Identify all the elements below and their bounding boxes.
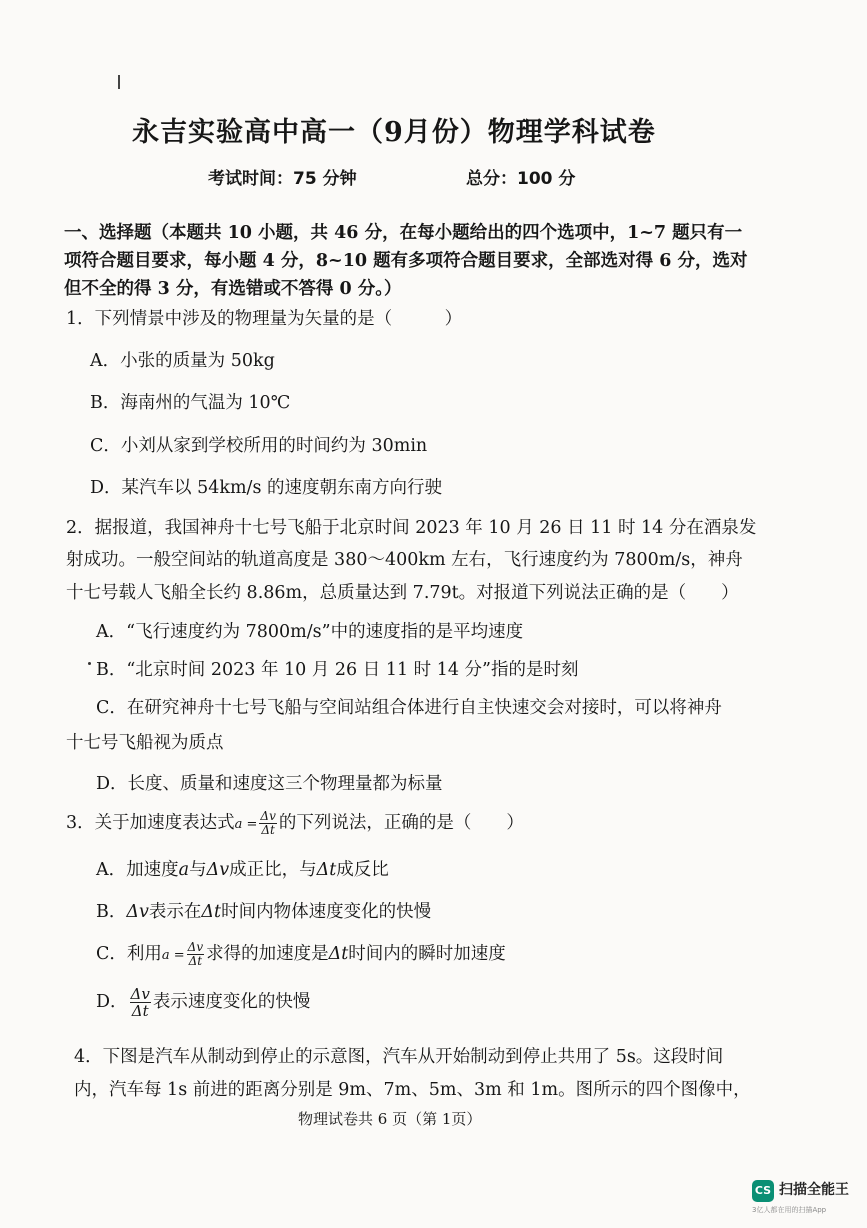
q2-stem-line-1: 2．据报道，我国神舟十七号飞船于北京时间 2023 年 10 月 26 日 11 时 14 分在酒泉发 bbox=[66, 518, 757, 538]
q3-option-c-post2: 时间内的瞬时加速度 bbox=[348, 944, 506, 964]
scan-mark bbox=[118, 75, 120, 89]
q2-option-c: C．在研究神舟十七号飞船与空间站组合体进行自主快速交会对接时，可以将神舟 bbox=[96, 698, 722, 718]
q3-option-c bbox=[96, 940, 506, 968]
q3-option-a-dv: Δv bbox=[206, 860, 230, 880]
q3-option-d-den: Δt bbox=[131, 1002, 149, 1020]
total-score: 总分：100 分 bbox=[466, 169, 576, 189]
q3-option-b bbox=[96, 898, 431, 923]
q3-option-b-dt: Δt bbox=[201, 902, 222, 922]
scanner-name: 扫描全能王 bbox=[779, 1182, 849, 1198]
q2-option-a: A．“飞行速度约为 7800m/s”中的速度指的是平均速度 bbox=[96, 622, 524, 642]
q2-stem-line-2: 射成功。一般空间站的轨道高度是 380～400km 左右，飞行速度约为 7800m/s，神舟 bbox=[66, 550, 743, 570]
q3-option-d bbox=[96, 986, 310, 1019]
q2-option-c-cont: 十七号飞船视为质点 bbox=[66, 733, 224, 753]
q3-option-c-fraction bbox=[187, 941, 204, 968]
q1-option-a: A．小张的质量为 50kg bbox=[90, 351, 275, 371]
q3-formula-lhs: a = bbox=[234, 817, 258, 832]
q3-option-a-post: 成反比 bbox=[336, 860, 389, 880]
section-intro-line-3: 但不全的得 3 分，有选错或不答得 0 分。） bbox=[64, 279, 402, 299]
q4-stem-line-1: 4．下图是汽车从制动到停止的示意图，汽车从开始制动到停止共用了 5s。这段时间 bbox=[74, 1047, 724, 1067]
exam-time: 考试时间：75 分钟 bbox=[208, 169, 357, 189]
q3-formula-den: Δt bbox=[261, 823, 275, 837]
scanner-tagline: 3亿人都在用的扫描App bbox=[752, 1206, 827, 1214]
q3-formula-num: Δv bbox=[260, 809, 276, 823]
q3-option-c-pre: C．利用 bbox=[96, 944, 162, 964]
q1-stem: 1．下列情景中涉及的物理量为矢量的是（ ） bbox=[66, 309, 463, 329]
q3-stem-pre: 3．关于加速度表达式 bbox=[66, 813, 235, 833]
q3-option-b-mid: 表示在 bbox=[148, 902, 202, 922]
q3-option-a-mid2: 成正比，与 bbox=[229, 860, 317, 880]
q3-option-d-fraction bbox=[130, 986, 151, 1019]
q3-option-d-num: Δv bbox=[130, 985, 150, 1003]
q2-stem-line-3: 十七号载人飞船全长约 8.86m，总质量达到 7.79t。对报道下列说法正确的是（ ） bbox=[66, 583, 739, 603]
q3-formula-fraction bbox=[259, 810, 276, 837]
exam-title: 永吉实验高中高一（9月份）物理学科试卷 bbox=[132, 117, 656, 148]
q3-stem-post: 的下列说法，正确的是（ ） bbox=[278, 813, 524, 833]
q3-option-a-symbol: a bbox=[178, 860, 190, 880]
scan-dot bbox=[88, 662, 91, 665]
q2-option-b: B．“北京时间 2023 年 10 月 26 日 11 时 14 分”指的是时刻 bbox=[96, 660, 579, 680]
q1-option-c: C．小刘从家到学校所用的时间约为 30min bbox=[90, 436, 428, 456]
q3-option-b-pre: B． bbox=[96, 902, 127, 922]
q4-stem-line-2: 内，汽车每 1s 前进的距离分别是 9m、7m、5m、3m 和 1m。图所示的四个图像中， bbox=[74, 1080, 751, 1100]
q3-option-c-num: Δv bbox=[187, 940, 204, 954]
q1-option-b: B．海南州的气温为 10℃ bbox=[90, 393, 291, 413]
q3-option-b-dv: Δv bbox=[126, 902, 149, 922]
section-intro-line-2: 项符合题目要求，每小题 4 分，8~10 题有多项符合题目要求，全部选对得 6 分，选对 bbox=[64, 251, 748, 271]
camscanner-logo-icon: CS bbox=[752, 1180, 774, 1202]
q3-option-d-post: 表示速度变化的快慢 bbox=[152, 992, 311, 1012]
q3-option-a-dt: Δt bbox=[316, 860, 337, 880]
page-footer: 物理试卷共 6 页（第 1页） bbox=[298, 1110, 482, 1128]
section-intro-line-1: 一、选择题（本题共 10 小题，共 46 分，在每小题给出的四个选项中，1~7 题只有一 bbox=[64, 223, 743, 243]
scanner-watermark bbox=[752, 1176, 860, 1216]
q3-option-c-post: 求得的加速度是 bbox=[206, 944, 329, 964]
q3-option-b-post: 时间内物体速度变化的快慢 bbox=[221, 902, 432, 922]
q3-stem bbox=[66, 809, 524, 837]
q3-option-a-pre: A．加速度 bbox=[96, 860, 179, 880]
q3-option-c-den: Δt bbox=[188, 954, 203, 968]
q1-option-d: D．某汽车以 54km/s 的速度朝东南方向行驶 bbox=[90, 478, 442, 498]
q3-option-d-pre: D． bbox=[96, 992, 128, 1012]
q3-option-c-formula-lhs: a = bbox=[161, 948, 185, 963]
q3-option-c-dt: Δt bbox=[328, 944, 349, 964]
q3-option-a-mid: 与 bbox=[189, 860, 207, 880]
q3-option-a bbox=[96, 856, 389, 881]
q2-option-d: D．长度、质量和速度这三个物理量都为标量 bbox=[96, 774, 443, 794]
